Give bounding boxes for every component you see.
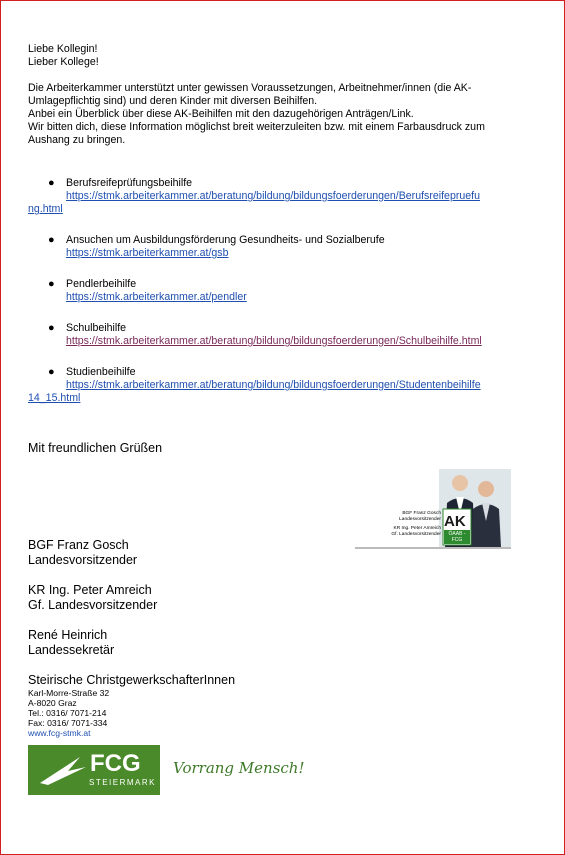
fcg-logo: [28, 745, 160, 795]
benefit-link[interactable]: https://stmk.arbeiterkammer.at/pendler: [66, 291, 247, 303]
fcg-logo-text: FCG: [90, 750, 141, 777]
bullet-icon: ●: [48, 278, 55, 290]
ak-logo-subtext: ÖAAB - FCG: [448, 531, 466, 543]
benefit-link-continuation[interactable]: [28, 392, 528, 405]
caption-name-1: BGF Franz Gosch: [402, 511, 441, 516]
ak-logo-text: AK: [444, 513, 466, 530]
benefit-link[interactable]: [28, 190, 528, 203]
website-link[interactable]: www.fcg-stmk.at: [28, 728, 91, 738]
intro-line-1: Die Arbeiterkammer unterstützt unter gewissen Voraussetzungen, Arbeitnehmer/innen (die AK-: [28, 82, 472, 94]
signer-role: Gf. Landesvorsitzender: [28, 597, 158, 612]
organization-block: [28, 673, 235, 738]
list-item: [28, 366, 528, 405]
benefit-link[interactable]: https://stmk.arbeiterkammer.at/beratung/bildung/bildungsfoerderungen/Schulbeihilfe.html: [66, 335, 482, 347]
benefit-link[interactable]: [28, 379, 528, 392]
intro-line-5: Aushang zu bringen.: [28, 134, 126, 146]
benefit-title: Berufsreifeprüfungsbeihilfe: [66, 177, 193, 189]
benefit-link-continuation[interactable]: [28, 203, 528, 216]
signer-role: Landessekretär: [28, 642, 115, 657]
greeting-line-2: Lieber Kollege!: [28, 56, 99, 68]
intro-line-4: Wir bitten dich, diese Information möglichst breit weiterzuleiten bzw. mit einem Farbausdruck zum: [28, 121, 485, 133]
benefit-title: Ansuchen um Ausbildungsförderung Gesundheits- und Sozialberufe: [66, 234, 385, 246]
signer-name: KR Ing. Peter Amreich: [28, 583, 152, 597]
list-item: [28, 234, 528, 260]
bullet-icon: ●: [48, 177, 55, 189]
caption-name-2: KR Ing. Peter Amreich: [393, 526, 441, 531]
list-item: [28, 322, 528, 348]
signer-name: BGF Franz Gosch: [28, 538, 129, 552]
signature-block: [28, 538, 157, 673]
bullet-icon: ●: [48, 366, 55, 378]
caption-role-2: Gf. Landesvorsitzender: [391, 532, 441, 537]
closing-salutation: Mit freundlichen Grüßen: [28, 441, 163, 455]
address-fax: Fax: 0316/ 7071-334: [28, 718, 108, 728]
intro-line-2: Umlagepflichtig sind) und deren Kinder mit diversen Beihilfen.: [28, 95, 318, 107]
fcg-logo-subtext: STEIERMARK: [89, 778, 157, 787]
list-item: [28, 177, 528, 216]
benefit-link-part1: https://stmk.arbeiterkammer.at/beratung/bildung/bildungsfoerderungen/Studentenbeihilfe: [66, 379, 481, 391]
signer: [28, 538, 157, 567]
list-item: [28, 278, 528, 304]
benefit-title: Pendlerbeihilfe: [66, 278, 137, 290]
photo-caption: [357, 511, 441, 538]
address-city: A-8020 Graz: [28, 698, 77, 708]
slogan: Vorrang Mensch!: [173, 759, 305, 777]
benefit-title: Schulbeihilfe: [66, 322, 127, 334]
organization-address: [28, 688, 235, 738]
benefit-list: [28, 177, 528, 423]
benefit-title: Studienbeihilfe: [66, 366, 136, 378]
signer-name: René Heinrich: [28, 628, 108, 642]
signer-role: Landesvorsitzender: [28, 552, 138, 567]
address-tel: Tel.: 0316/ 7071-214: [28, 708, 107, 718]
signer: [28, 583, 157, 612]
organization-name: Steirische ChristgewerkschafterInnen: [28, 673, 236, 687]
caption-role-1: Landesvorsitzender: [399, 517, 441, 522]
benefit-link-part1: https://stmk.arbeiterkammer.at/beratung/bildung/bildungsfoerderungen/Berufsreifepruefu: [66, 190, 480, 202]
signer: [28, 628, 157, 657]
intro-line-3: Anbei ein Überblick über diese AK-Beihilfen mit den dazugehörigen Anträgen/Link.: [28, 108, 414, 120]
benefit-link[interactable]: https://stmk.arbeiterkammer.at/gsb: [66, 247, 229, 259]
bullet-icon: ●: [48, 234, 55, 246]
greeting-line-1: Liebe Kollegin!: [28, 43, 98, 55]
benefit-link-part2: ng.html: [28, 203, 63, 215]
letter-body: [28, 43, 528, 147]
bullet-icon: ●: [48, 322, 55, 334]
address-street: Karl-Morre-Straße 32: [28, 688, 110, 698]
team-photo: [355, 469, 511, 549]
benefit-link-part2: 14_15.html: [28, 392, 81, 404]
